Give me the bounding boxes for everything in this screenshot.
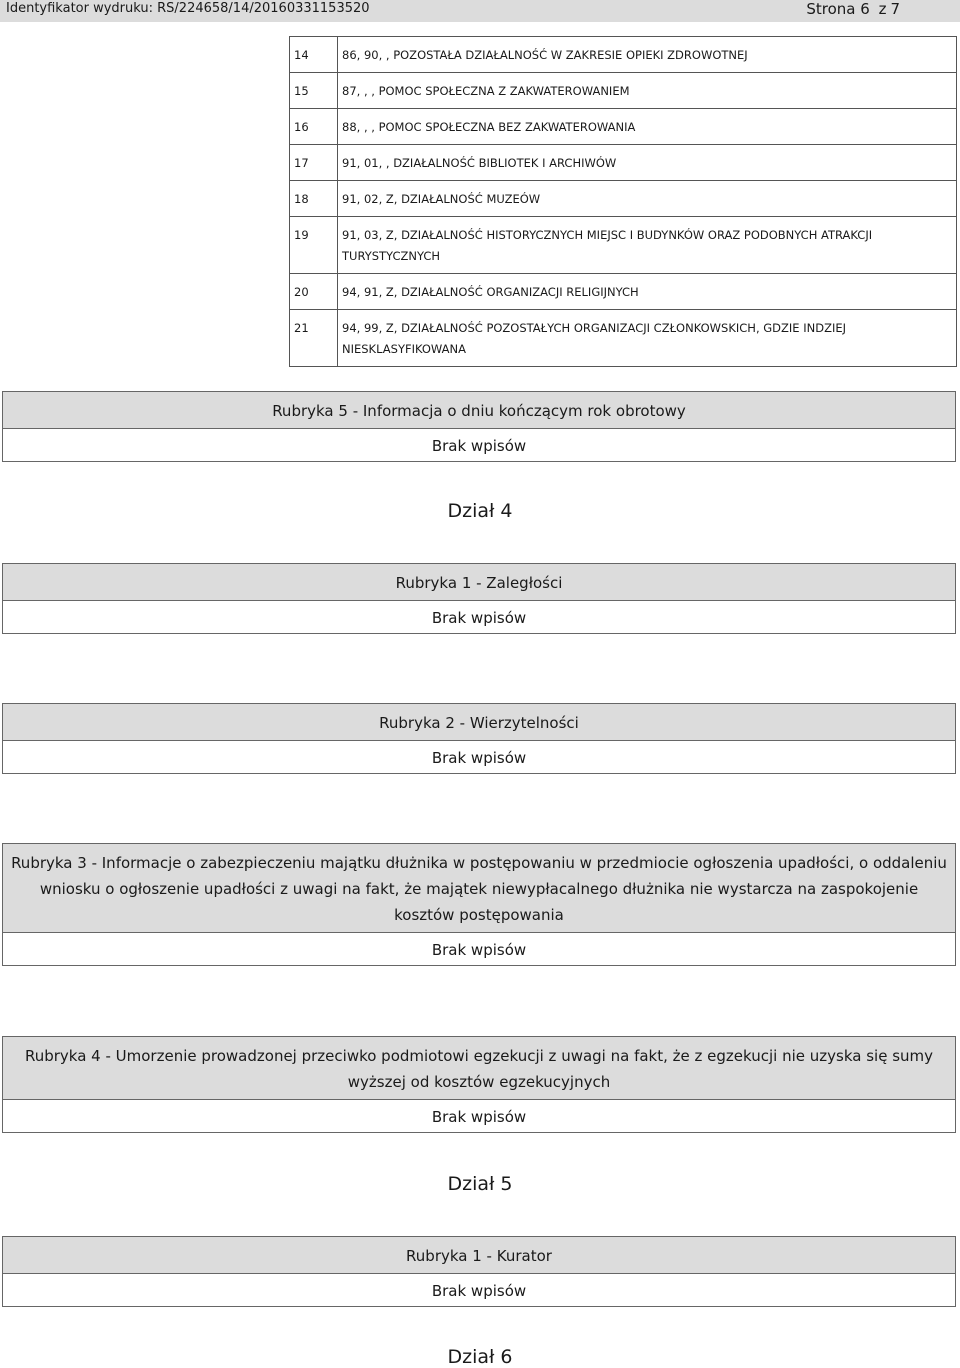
rubryka-value: Brak wpisów	[431, 749, 527, 767]
table-row	[290, 37, 957, 73]
rubryka-value: Brak wpisów	[431, 941, 527, 959]
table-row	[290, 109, 957, 145]
print-header	[0, 0, 960, 22]
row-text: 94, 91, Z, DZIAŁALNOŚĆ ORGANIZACJI RELIGIJNYCH	[338, 274, 957, 310]
page-indicator	[806, 0, 900, 18]
table-row	[290, 310, 957, 367]
rubryka-title: Rubryka 1 - Zaległości	[3, 564, 955, 601]
pkd-activity-table	[289, 36, 957, 367]
rubryka-5-section	[2, 391, 956, 462]
row-text: 88, , , POMOC SPOŁECZNA BEZ ZAKWATEROWANIA	[338, 109, 957, 145]
rubryka-value: Brak wpisów	[431, 609, 527, 627]
row-number: 15	[290, 73, 338, 109]
row-text: 86, 90, , POZOSTAŁA DZIAŁALNOŚĆ W ZAKRESIE OPIEKI ZDROWOTNEJ	[338, 37, 957, 73]
dzial-4-rubryka-3-section	[2, 843, 956, 966]
row-text: 91, 03, Z, DZIAŁALNOŚĆ HISTORYCZNYCH MIEJSC I BUDYNKÓW ORAZ PODOBNYCH ATRAKCJI TURYSTYCZNYCH	[338, 217, 957, 274]
dzial-4-rubryka-4-section	[2, 1036, 956, 1133]
page-of: z	[878, 0, 887, 18]
dzial-5-rubryka-1-section	[2, 1236, 956, 1307]
row-number: 18	[290, 181, 338, 217]
table-row	[290, 217, 957, 274]
dzial-6-heading: Dział 6	[447, 1346, 513, 1368]
dzial-5-heading: Dział 5	[447, 1173, 513, 1195]
page-total: 7	[890, 0, 900, 18]
page-word: Strona	[806, 0, 856, 18]
row-text: 91, 02, Z, DZIAŁALNOŚĆ MUZEÓW	[338, 181, 957, 217]
rubryka-title: Rubryka 2 - Wierzytelności	[3, 704, 955, 741]
row-number: 21	[290, 310, 338, 367]
table-row	[290, 145, 957, 181]
row-number: 16	[290, 109, 338, 145]
row-number: 17	[290, 145, 338, 181]
table-row	[290, 73, 957, 109]
rubryka-title: Rubryka 4 - Umorzenie prowadzonej przeciwko podmiotowi egzekucji z uwagi na fakt, że z egzekucji nie uzyska się sumy wyższej od kosztów egzekucyjnych	[3, 1037, 955, 1100]
row-number: 14	[290, 37, 338, 73]
page-current: 6	[860, 0, 870, 18]
dzial-4-rubryka-2-section	[2, 703, 956, 774]
rubryka-value: Brak wpisów	[431, 1108, 527, 1126]
row-number: 19	[290, 217, 338, 274]
rubryka-title: Rubryka 1 - Kurator	[3, 1237, 955, 1274]
rubryka-value: Brak wpisów	[431, 1282, 527, 1300]
row-number: 20	[290, 274, 338, 310]
row-text: 87, , , POMOC SPOŁECZNA Z ZAKWATEROWANIEM	[338, 73, 957, 109]
rubryka-title: Rubryka 5 - Informacja o dniu kończącym rok obrotowy	[3, 392, 955, 429]
table-row	[290, 181, 957, 217]
dzial-4-rubryka-1-section	[2, 563, 956, 634]
table-row	[290, 274, 957, 310]
row-text: 91, 01, , DZIAŁALNOŚĆ BIBLIOTEK I ARCHIWÓW	[338, 145, 957, 181]
rubryka-value: Brak wpisów	[431, 437, 527, 455]
rubryka-title: Rubryka 3 - Informacje o zabezpieczeniu majątku dłużnika w postępowaniu w przedmiocie ogłoszenia upadłości, o oddaleniu wniosku o ogłoszenie upadłości z uwagi na fakt, że majątek niewypłacalnego dłużnika nie wystarcza na zaspokojenie kosztów postępowania	[3, 844, 955, 933]
row-text: 94, 99, Z, DZIAŁALNOŚĆ POZOSTAŁYCH ORGANIZACJI CZŁONKOWSKICH, GDZIE INDZIEJ NIESKLASYFIKOWANA	[338, 310, 957, 367]
dzial-4-heading: Dział 4	[447, 500, 513, 522]
print-identifier: Identyfikator wydruku: RS/224658/14/20160331153520	[6, 1, 370, 16]
